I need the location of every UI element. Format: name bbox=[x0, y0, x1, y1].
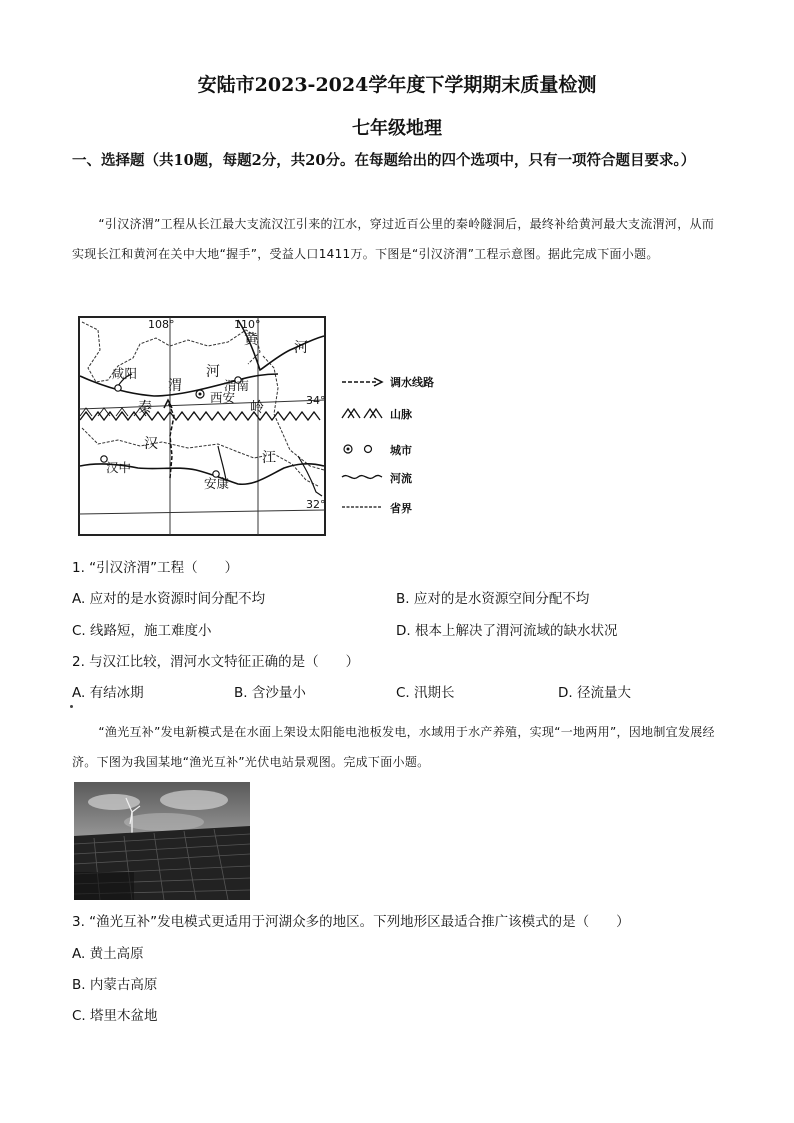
map-svg bbox=[78, 316, 326, 538]
lon-label-110: 110° bbox=[234, 318, 261, 331]
map-frame bbox=[79, 317, 325, 535]
q3-option-c[interactable]: C. 塔里木盆地 bbox=[72, 1008, 158, 1024]
label-han: 汉 bbox=[144, 436, 158, 452]
label-weinan: 渭南 bbox=[224, 378, 250, 393]
legend-label-diversion: 调水线路 bbox=[390, 376, 434, 389]
passage-1: “引汉济渭”工程从长江最大支流汉江引来的江水，穿过近百公里的秦岭隧洞后，最终补给黄河最大支流渭河，从而实现长江和黄河在关中大地“握手”，受益人口1411万。下图是“引汉济渭”工程示意图。据此完成下面小题。 bbox=[72, 217, 715, 261]
lat-label-34: 34° bbox=[306, 394, 326, 407]
q1-option-d[interactable]: D. 根本上解决了渭河流域的缺水状况 bbox=[396, 623, 618, 639]
label-jiang: 江 bbox=[262, 450, 276, 466]
legend-label-river: 河流 bbox=[390, 472, 412, 485]
exam-subtitle: 七年级地理 bbox=[352, 118, 442, 139]
label-wei: 渭 bbox=[168, 378, 182, 394]
q2-option-b[interactable]: B. 含沙量小 bbox=[234, 685, 306, 701]
q2-option-a[interactable]: A. 有结冰期 bbox=[72, 685, 144, 701]
label-xianyang: 咸阳 bbox=[112, 366, 138, 381]
q2-stem: 2. 与汉江比较，渭河水文特征正确的是（ ） bbox=[72, 654, 360, 670]
legend-label-city: 城市 bbox=[390, 444, 412, 457]
map-legend bbox=[340, 372, 460, 522]
q1-stem: 1. “引汉济渭”工程（ ） bbox=[72, 560, 239, 576]
q3-stem: 3. “渔光互补”发电模式更适用于河湖众多的地区。下列地形区最适合推广该模式的是（ ） bbox=[72, 914, 630, 930]
mountain-icon bbox=[340, 406, 388, 420]
label-huang: 黄 bbox=[244, 332, 258, 348]
fishery-solar-photo bbox=[74, 782, 250, 900]
label-ankang: 安康 bbox=[204, 476, 230, 491]
q3-option-b[interactable]: B. 内蒙古高原 bbox=[72, 977, 158, 993]
legend-label-border: 省界 bbox=[390, 502, 412, 515]
label-wei-he: 河 bbox=[206, 364, 220, 380]
arrow-dashed-icon bbox=[340, 376, 388, 388]
stray-mark bbox=[70, 705, 73, 708]
city-icon bbox=[340, 442, 388, 456]
q2-option-d[interactable]: D. 径流量大 bbox=[558, 685, 631, 701]
label-xian: 西安 bbox=[210, 390, 236, 405]
q3-option-a[interactable]: A. 黄土高原 bbox=[72, 946, 144, 962]
border-icon bbox=[340, 500, 388, 514]
label-qin: 秦 bbox=[138, 400, 152, 416]
section-heading: 一、选择题（共10题，每题2分，共20分。在每题给出的四个选项中，只有一项符合题目要求。） bbox=[72, 152, 696, 169]
photo-svg bbox=[74, 782, 250, 900]
river-icon bbox=[340, 470, 388, 484]
legend-label-mountain: 山脉 bbox=[390, 408, 412, 421]
q1-option-c[interactable]: C. 线路短，施工难度小 bbox=[72, 623, 212, 639]
label-hanzhong: 汉中 bbox=[106, 460, 132, 475]
exam-title: 安陆市2023-2024学年度下学期期末质量检测 bbox=[197, 74, 597, 96]
q1-option-a[interactable]: A. 应对的是水资源时间分配不均 bbox=[72, 591, 266, 607]
diversion-map bbox=[78, 316, 326, 538]
q2-option-c[interactable]: C. 汛期长 bbox=[396, 685, 455, 701]
lon-label-108: 108° bbox=[148, 318, 175, 331]
label-huang-he: 河 bbox=[294, 340, 308, 356]
city-xianyang bbox=[115, 385, 121, 391]
q1-option-b[interactable]: B. 应对的是水资源空间分配不均 bbox=[396, 591, 590, 607]
lat-label-32: 32° bbox=[306, 498, 326, 511]
label-ling: 岭 bbox=[250, 400, 264, 416]
passage-2: “渔光互补”发电新模式是在水面上架设太阳能电池板发电，水域用于水产养殖，实现“一地两用”，因地制宜发展经济。下图为我国某地“渔光互补”光伏电站景观图。完成下面小题。 bbox=[72, 725, 715, 769]
